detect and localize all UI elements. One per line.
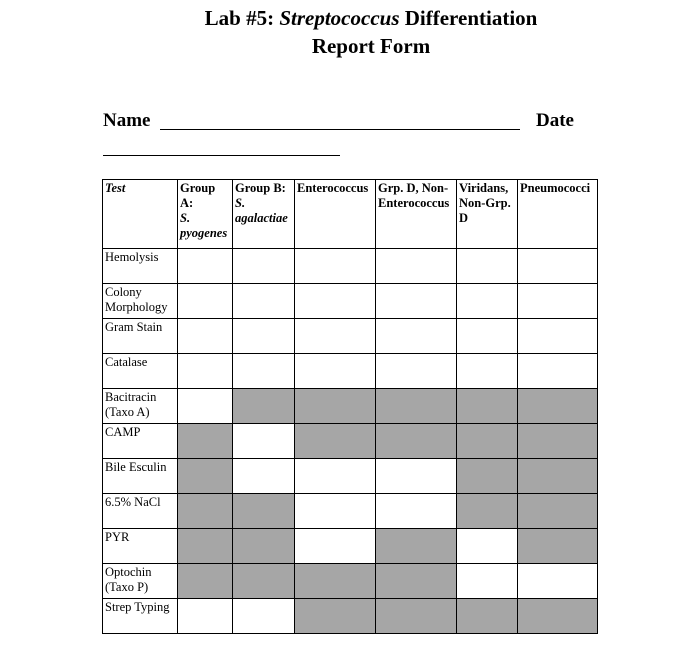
result-cell[interactable] xyxy=(457,564,518,599)
date-label: Date xyxy=(536,110,574,131)
test-name-cell: CAMP xyxy=(103,424,178,459)
table-row xyxy=(103,494,598,529)
table-row xyxy=(103,389,598,424)
test-name-cell: Catalase xyxy=(103,354,178,389)
shaded-cell xyxy=(233,389,295,424)
result-cell[interactable] xyxy=(518,564,598,599)
title-line-2: Report Form xyxy=(311,34,431,58)
test-name-cell: Optochin (Taxo P) xyxy=(103,564,178,599)
table-row xyxy=(103,599,598,634)
test-name-cell: 6.5% NaCl xyxy=(103,494,178,529)
header-row xyxy=(103,180,598,249)
shaded-cell xyxy=(457,599,518,634)
shaded-cell xyxy=(518,529,598,564)
shaded-cell xyxy=(457,424,518,459)
table-row xyxy=(103,319,598,354)
result-cell[interactable] xyxy=(295,354,376,389)
test-name-cell: Gram Stain xyxy=(103,319,178,354)
result-cell[interactable] xyxy=(457,249,518,284)
shaded-cell xyxy=(233,564,295,599)
test-name-cell: Bile Esculin xyxy=(103,459,178,494)
result-cell[interactable] xyxy=(518,319,598,354)
result-cell[interactable] xyxy=(518,249,598,284)
table-row xyxy=(103,424,598,459)
shaded-cell xyxy=(233,494,295,529)
test-name-cell: Hemolysis xyxy=(103,249,178,284)
shaded-cell xyxy=(295,424,376,459)
shaded-cell xyxy=(233,529,295,564)
test-name-cell: Strep Typing xyxy=(103,599,178,634)
result-cell[interactable] xyxy=(178,284,233,319)
shaded-cell xyxy=(178,529,233,564)
shaded-cell xyxy=(295,599,376,634)
date-field-line[interactable] xyxy=(103,155,340,156)
col-header-group-a: Group A: S. pyogenes xyxy=(178,180,233,249)
shaded-cell xyxy=(376,529,457,564)
shaded-cell xyxy=(457,494,518,529)
result-cell[interactable] xyxy=(295,284,376,319)
shaded-cell xyxy=(178,494,233,529)
shaded-cell xyxy=(178,564,233,599)
col-header-grp-d-non-entero: Grp. D, Non-Enterococcus xyxy=(376,180,457,249)
shaded-cell xyxy=(178,459,233,494)
shaded-cell xyxy=(457,389,518,424)
result-cell[interactable] xyxy=(233,354,295,389)
result-cell[interactable] xyxy=(376,494,457,529)
shaded-cell xyxy=(376,389,457,424)
shaded-cell xyxy=(376,599,457,634)
table-row xyxy=(103,249,598,284)
result-cell[interactable] xyxy=(376,284,457,319)
shaded-cell xyxy=(295,564,376,599)
result-cell[interactable] xyxy=(233,424,295,459)
result-cell[interactable] xyxy=(233,284,295,319)
shaded-cell xyxy=(518,424,598,459)
title-line-1: Lab #5: Streptococcus Differentiation xyxy=(204,6,538,30)
shaded-cell xyxy=(518,494,598,529)
result-cell[interactable] xyxy=(376,459,457,494)
col-header-enterococcus: Enterococcus xyxy=(295,180,376,249)
differentiation-table xyxy=(102,179,598,634)
result-cell[interactable] xyxy=(457,319,518,354)
table-row xyxy=(103,354,598,389)
name-label: Name xyxy=(103,110,151,131)
result-cell[interactable] xyxy=(178,319,233,354)
shaded-cell xyxy=(376,424,457,459)
result-cell[interactable] xyxy=(295,249,376,284)
table-row xyxy=(103,564,598,599)
result-cell[interactable] xyxy=(178,354,233,389)
table-row xyxy=(103,459,598,494)
result-cell[interactable] xyxy=(233,599,295,634)
test-name-cell: Bacitracin (Taxo A) xyxy=(103,389,178,424)
result-cell[interactable] xyxy=(376,249,457,284)
test-name-cell: PYR xyxy=(103,529,178,564)
result-cell[interactable] xyxy=(295,529,376,564)
result-cell[interactable] xyxy=(178,599,233,634)
col-header-pneumococci: Pneumococci xyxy=(518,180,598,249)
result-cell[interactable] xyxy=(178,389,233,424)
result-cell[interactable] xyxy=(518,354,598,389)
result-cell[interactable] xyxy=(295,319,376,354)
col-header-viridans: Viridans, Non-Grp. D xyxy=(457,180,518,249)
result-cell[interactable] xyxy=(295,459,376,494)
name-field-line[interactable] xyxy=(160,129,520,130)
shaded-cell xyxy=(376,564,457,599)
result-cell[interactable] xyxy=(233,319,295,354)
result-cell[interactable] xyxy=(457,529,518,564)
result-cell[interactable] xyxy=(376,319,457,354)
shaded-cell xyxy=(518,389,598,424)
test-name-cell: Colony Morphology xyxy=(103,284,178,319)
shaded-cell xyxy=(518,599,598,634)
result-cell[interactable] xyxy=(233,459,295,494)
shaded-cell xyxy=(457,459,518,494)
shaded-cell xyxy=(295,389,376,424)
result-cell[interactable] xyxy=(376,354,457,389)
result-cell[interactable] xyxy=(233,249,295,284)
col-header-group-b: Group B: S. agalactiae xyxy=(233,180,295,249)
table-row xyxy=(103,284,598,319)
table-row xyxy=(103,529,598,564)
result-cell[interactable] xyxy=(518,284,598,319)
shaded-cell xyxy=(518,459,598,494)
result-cell[interactable] xyxy=(457,284,518,319)
result-cell[interactable] xyxy=(457,354,518,389)
result-cell[interactable] xyxy=(295,494,376,529)
shaded-cell xyxy=(178,424,233,459)
col-header-test: Test xyxy=(103,180,178,249)
result-cell[interactable] xyxy=(178,249,233,284)
